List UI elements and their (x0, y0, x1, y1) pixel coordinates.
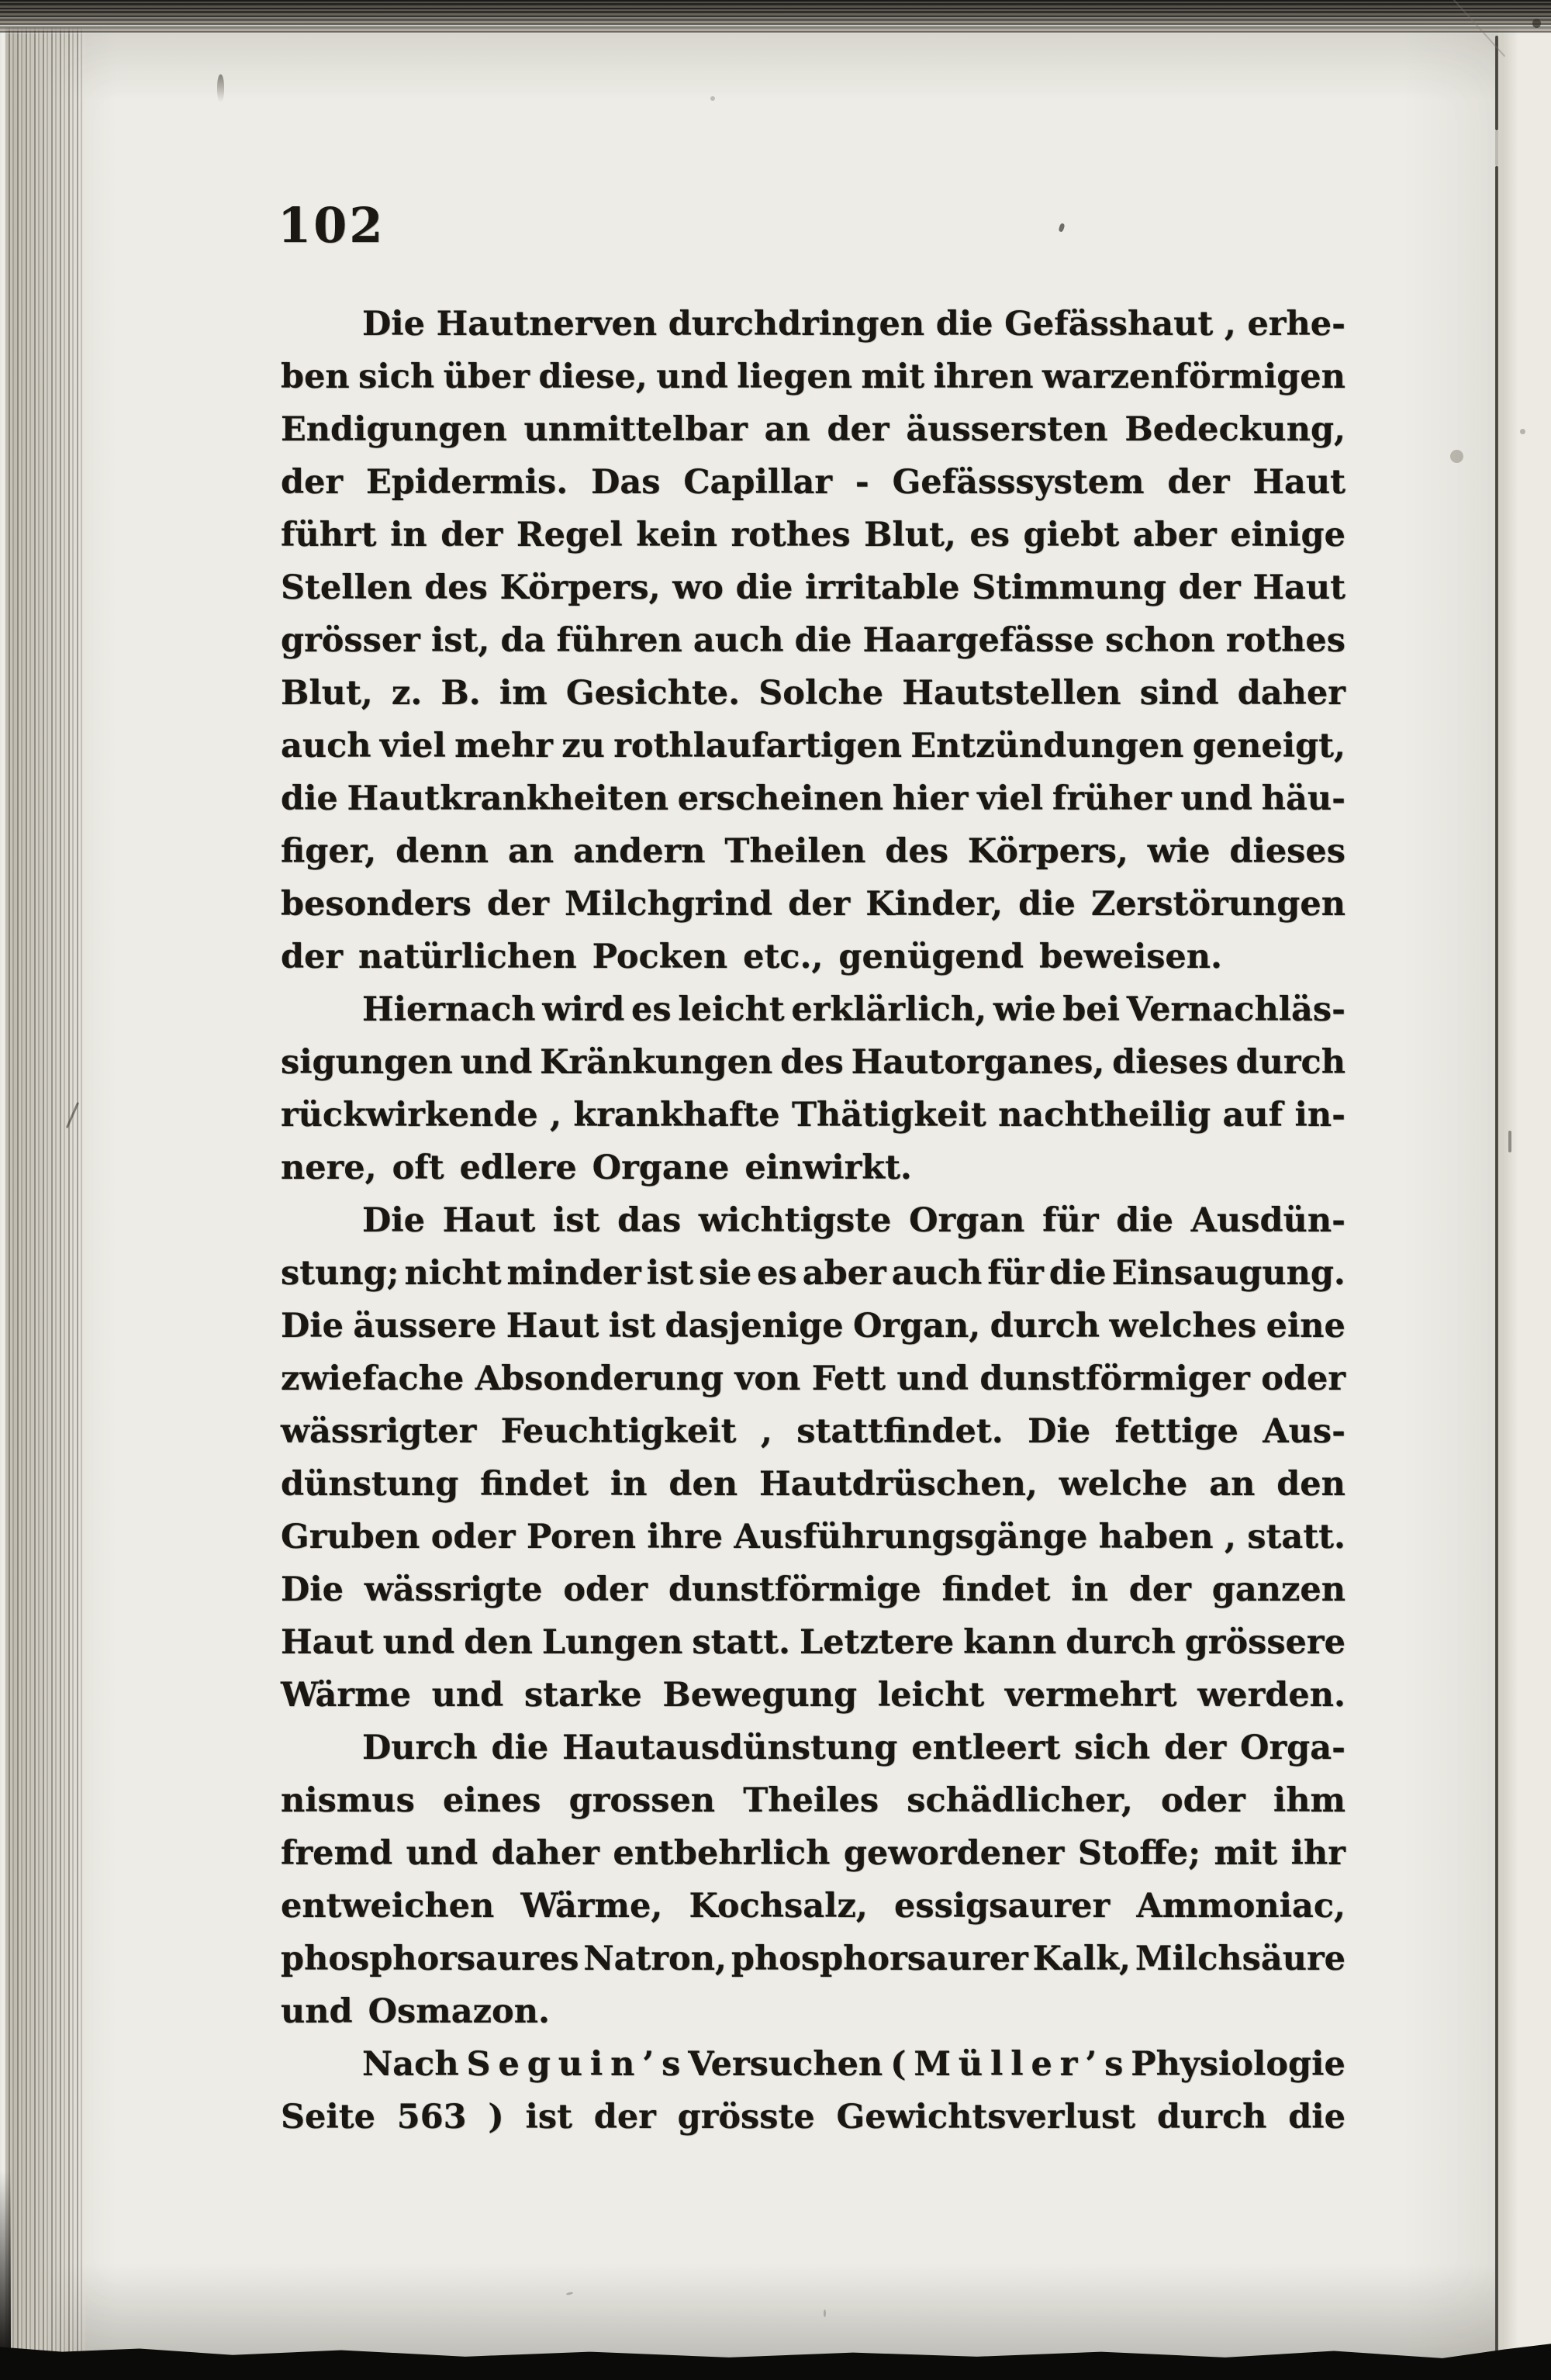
text-line: entweichen Wärme, Kochsalz, essigsaurer Ammoniac, (281, 1887, 1345, 1926)
text-line: ben sich über diese, und liegen mit ihren warzenförmigen (281, 358, 1345, 396)
paper-scratch (824, 2309, 826, 2317)
text-line: sigungen und Kränkungen des Hautorganes, dieses durch (281, 1043, 1345, 1082)
text-line: grösser ist, da führen auch die Haargefässe schon rothes (281, 621, 1345, 660)
text-line: Blut, z. B. im Gesichte. Solche Hautstellen sind daher (281, 674, 1345, 713)
paper-stain (1520, 429, 1525, 434)
text-line: Die Haut ist das wichtigste Organ für die Ausdün- (362, 1201, 1345, 1240)
book-left-outer-edge (0, 0, 5, 2380)
text-line: und Osmazon. (281, 1992, 550, 2031)
paper-stain (710, 96, 715, 101)
scan-bottom-left-shadow (0, 2171, 11, 2357)
page-number: 102 (278, 197, 385, 254)
text-line: phosphorsaures Natron, phosphorsaurer Kalk, Milchsäure (281, 1940, 1345, 1978)
paper-stain (1450, 450, 1463, 463)
text-line: der natürlichen Pocken etc., genügend beweisen. (281, 938, 1223, 976)
text-line: Gruben oder Poren ihre Ausführungsgänge haben , statt. (281, 1518, 1345, 1556)
paper-stain (217, 74, 224, 102)
text-line: Durch die Hautausdünstung entleert sich der Orga- (362, 1729, 1345, 1767)
text-line: figer, denn an andern Theilen des Körpers, wie dieses (281, 832, 1345, 871)
book-left-page-stack (0, 0, 85, 2380)
body-text (281, 298, 1345, 2143)
text-line: Die äussere Haut ist dasjenige Organ, durch welches eine (281, 1307, 1345, 1345)
text-line: Die wässrigte oder dunstförmige findet in der ganzen (281, 1570, 1345, 1609)
text-line: Endigungen unmittelbar an der äussersten Bedeckung, (281, 410, 1345, 449)
text-line: Nach S e g u i n ’ s Versuchen ( M ü l l e r ’ s Physiologie (362, 2045, 1345, 2084)
text-line: Haut und den Lungen statt. Letztere kann durch grössere (281, 1623, 1345, 1662)
text-line: nismus eines grossen Theiles schädlicher, oder ihm (281, 1781, 1345, 1820)
text-line: fremd und daher entbehrlich gewordener Stoffe; mit ihr (281, 1834, 1345, 1873)
pencil-mark (1508, 1131, 1511, 1152)
text-line: auch viel mehr zu rothlaufartigen Entzündungen geneigt, (281, 727, 1345, 765)
text-line: Hiernach wird es leicht erklärlich, wie bei Vernachläs- (362, 990, 1345, 1029)
text-line: wässrigter Feuchtigkeit , stattfindet. Die fettige Aus- (281, 1412, 1345, 1451)
adjacent-page-edge (1498, 0, 1551, 2380)
text-line: Seite 563 ) ist der grösste Gewichtsverlust durch die (281, 2098, 1345, 2136)
text-line: führt in der Regel kein rothes Blut, es giebt aber einige (281, 516, 1345, 554)
paper-stain (1532, 19, 1541, 28)
text-line: besonders der Milchgrind der Kinder, die Zerstörungen (281, 885, 1345, 924)
text-line: rückwirkende , krankhafte Thätigkeit nachtheilig auf in- (281, 1096, 1345, 1135)
text-line: dünstung findet in den Hautdrüschen, welche an den (281, 1465, 1345, 1504)
text-line: Wärme und starke Bewegung leicht vermehrt werden. (281, 1676, 1345, 1715)
book-top-edge (0, 0, 1551, 34)
text-line: die Hautkrankheiten erscheinen hier viel früher und häu- (281, 779, 1345, 818)
text-line: stung; nicht minder ist sie es aber auch für die Einsaugung. (281, 1254, 1345, 1293)
text-line: Stellen des Körpers, wo die irritable Stimmung der Haut (281, 568, 1345, 607)
text-line: nere, oft edlere Organe einwirkt. (281, 1149, 912, 1187)
page-right-edge-line-gap (1495, 130, 1498, 166)
text-line: zwiefache Absonderung von Fett und dunstförmiger oder (281, 1359, 1345, 1398)
text-line: Die Hautnerven durchdringen die Gefässhaut , erhe- (362, 305, 1345, 344)
page-right-edge-line (1495, 166, 1498, 2354)
text-line: der Epidermis. Das Capillar - Gefässsystem der Haut (281, 463, 1345, 502)
